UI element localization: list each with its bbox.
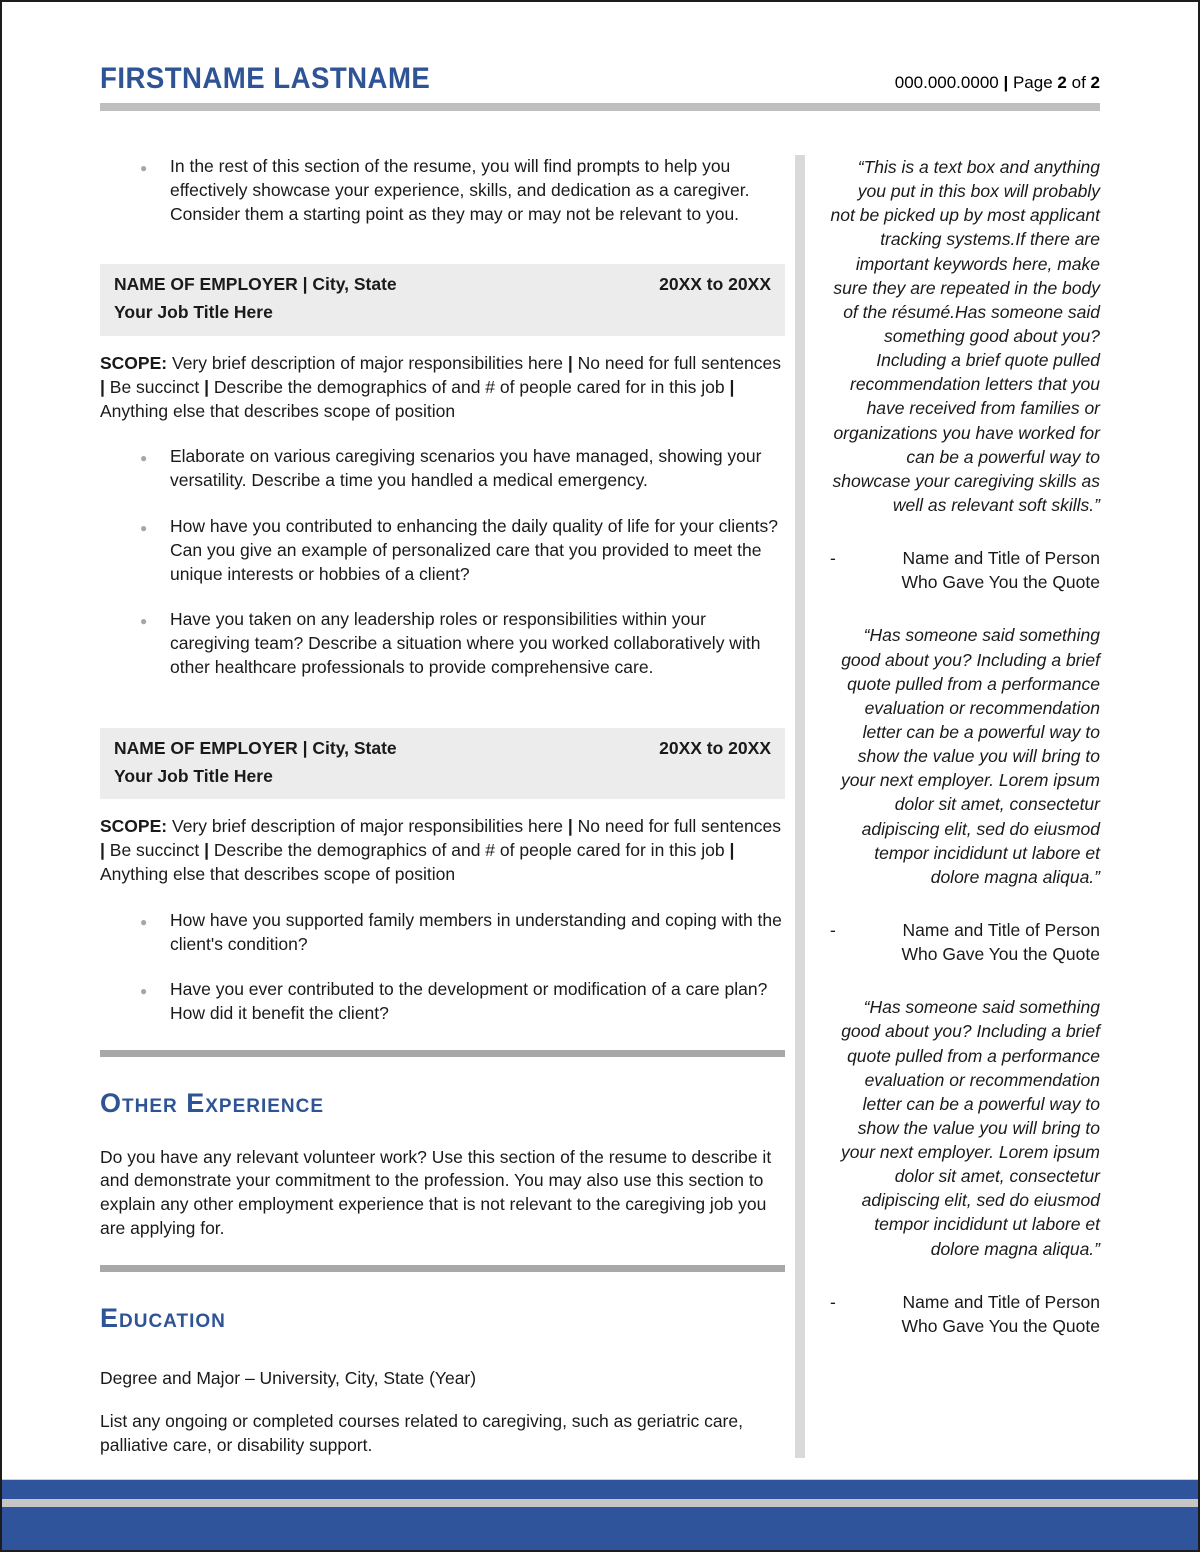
bullet-item: ● Have you taken on any leadership roles or responsibilities within your caregiving team? Describe a situation where you worked collaboratively with other healthcare professionals to provide comprehensive care. (100, 608, 785, 679)
education-courses-line: List any ongoing or completed courses related to caregiving, such as geriatric care, palliative care, or disability support. (100, 1411, 743, 1456)
scope-paragraph-2 (100, 815, 785, 886)
content-area (100, 155, 1100, 1458)
quote-attribution-2 (830, 918, 1100, 966)
header-rule (100, 103, 1100, 111)
employer-dates-2: 20XX to 20XX (659, 737, 771, 758)
education-degree-line: Degree and Major – University, City, State (Year) (100, 1367, 477, 1388)
intro-bullet-item: ● In the rest of this section of the resume, you will find prompts to help you effectively showcase your experience, skills, and dedication as a caregiver. Consider them a starting point as they may or may not be relevant to you. (100, 155, 785, 226)
section-divider (100, 1050, 785, 1057)
scope-text-2: Very brief description of major responsibilities here | No need for full sentences | Be succinct | Describe the demographics of and # of people cared for in this job | Anything else that describes scope of position (100, 816, 781, 884)
bullet-item: ● Elaborate on various caregiving scenarios you have managed, showing your versatility. Describe a time you handled a medical emergency. (100, 445, 785, 493)
employer-name-2: NAME OF EMPLOYER | City, State (114, 737, 397, 758)
page-label: Page (1012, 73, 1053, 92)
header-separator: | (1003, 73, 1009, 92)
bullet-item: ● How have you contributed to enhancing the daily quality of life for your clients? Can you give an example of personalized care that you provided to meet the unique interests or hobbies of a client? (100, 515, 785, 586)
employer-name-1: NAME OF EMPLOYER | City, State (114, 274, 397, 295)
section-title-other-experience: Other Experience (100, 1087, 325, 1118)
other-experience-body: Do you have any relevant volunteer work? Use this section of the resume to describe it and demonstrate your commitment to the profession. You may also use this section to explain any other employment experience that is not relevant to the caregiving job you are applying for. (100, 1146, 772, 1239)
job2-bullet-list (100, 909, 785, 1026)
resume-name: FIRSTNAME LASTNAME (100, 62, 431, 95)
employer-block-2 (100, 728, 785, 800)
footer-stripe (2, 1499, 1198, 1507)
attribution-dash: - (830, 1291, 836, 1312)
section-title-education: Education (100, 1302, 226, 1333)
page-header (100, 62, 1100, 111)
attribution-text: Name and Title of Person Who Gave You the Quote (901, 1291, 1100, 1336)
of-label: of (1071, 73, 1086, 92)
scope-paragraph-1 (100, 352, 785, 423)
attribution-text: Name and Title of Person Who Gave You the Quote (901, 548, 1100, 593)
employer-block-1 (100, 264, 785, 336)
attribution-text: Name and Title of Person Who Gave You the Quote (901, 919, 1100, 965)
scope-text-1: Very brief description of major responsibilities here | No need for full sentences | Be succinct | Describe the demographics of and # of people cared for in this job | Anything else that describes scope of position (100, 352, 781, 421)
intro-bullet-list (100, 155, 785, 226)
attribution-dash: - (830, 919, 836, 940)
bullet-item: ● Have you ever contributed to the development or modification of a care plan? How did it benefit the client? (100, 978, 785, 1026)
sidebar-quote-2: “Has someone said something good about you? Including a brief quote pulled from a performance evaluation or recommendation letter can be a powerful way to show the value you will bring to your next employer. Lorem ipsum dolor sit amet, consectetur adipiscing elit, sed do eiusmod tempor incididunt ut labore et dolore magna aliqua.” (840, 625, 1100, 887)
page-total: 2 (1090, 73, 1100, 92)
attribution-dash: - (830, 548, 836, 569)
section-divider (100, 1265, 785, 1272)
sidebar-text-box (795, 155, 1100, 1458)
scope-label-1: SCOPE: (100, 352, 168, 373)
scope-label-2: SCOPE: (100, 816, 168, 837)
main-column (100, 155, 785, 1458)
quote-attribution-1 (830, 546, 1100, 594)
job1-bullet-list (100, 445, 785, 679)
footer-bar (2, 1479, 1198, 1550)
page-number: 2 (1057, 73, 1067, 92)
phone-number: 000.000.0000 (894, 73, 999, 92)
header-page-info (895, 73, 1100, 96)
job-title-1: Your Job Title Here (114, 302, 273, 323)
sidebar-quote-3: “Has someone said something good about you? Including a brief quote pulled from a performance evaluation or recommendation letter can be a powerful way to show the value you will bring to your next employer. Lorem ipsum dolor sit amet, consectetur adipiscing elit, sed do eiusmod tempor incididunt ut labore et dolore magna aliqua.” (840, 997, 1100, 1259)
employer-dates-1: 20XX to 20XX (659, 274, 771, 295)
quote-attribution-3 (830, 1290, 1100, 1338)
sidebar-quote-1: “This is a text box and anything you put in this box will probably not be picked up by most applicant tracking systems.If there are important keywords here, make sure they are repeated in the body of the résumé.Has someone said something good about you? Including a brief quote pulled recommendation letters that you have received from families or organizations you have worked for can be a powerful way to showcase your caregiving skills as well as relevant soft skills.” (830, 157, 1100, 515)
job-title-2: Your Job Title Here (114, 765, 273, 786)
bullet-item: ● How have you supported family members in understanding and coping with the client's condition? (100, 909, 785, 957)
